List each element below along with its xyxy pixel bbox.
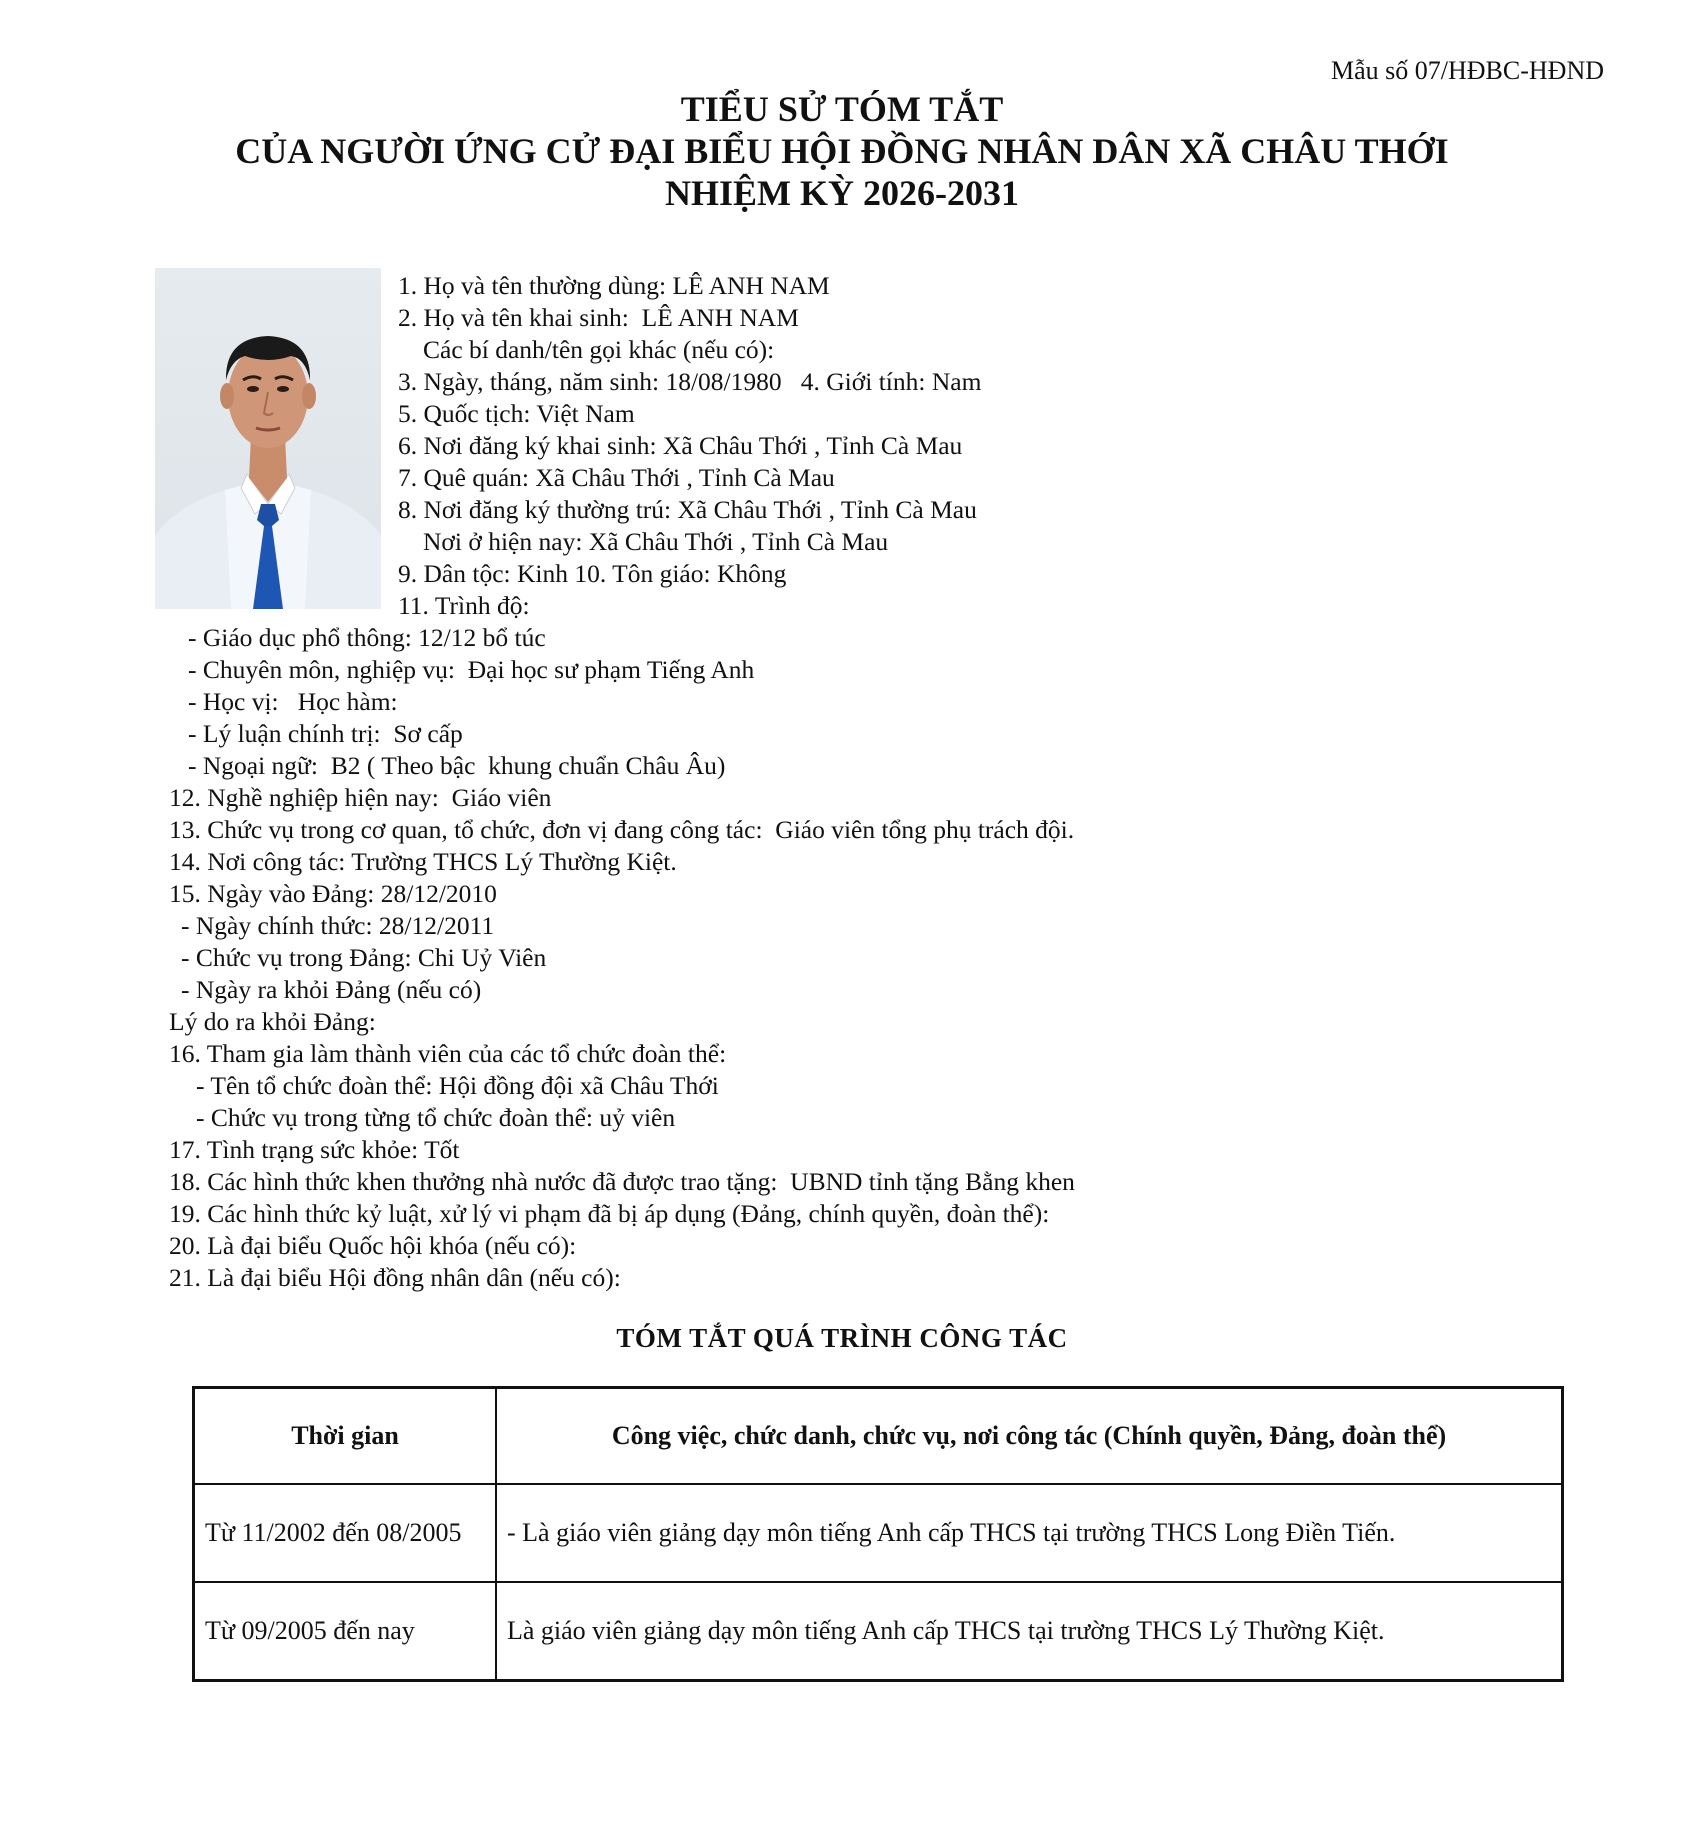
- info-line-2: 2. Họ và tên khai sinh: LÊ ANH NAM: [398, 303, 799, 332]
- title-line-1: TIỂU SỬ TÓM TẮT: [680, 89, 1004, 129]
- info-line-16-role: - Chức vụ trong từng tổ chức đoàn thể: uỷ viên: [196, 1103, 676, 1132]
- info-line-15-leave-date: - Ngày ra khỏi Đảng (nếu có): [181, 975, 482, 1004]
- info-line-21: 21. Là đại biểu Hội đồng nhân dân (nếu có):: [169, 1263, 621, 1292]
- info-line-11-political: - Lý luận chính trị: Sơ cấp: [188, 719, 463, 748]
- cell-description: - Là giáo viên giảng dạy môn tiếng Anh cấp THCS tại trường THCS Long Điền Tiến.: [496, 1484, 1563, 1582]
- info-line-8: 8. Nơi đăng ký thường trú: Xã Châu Thới , Tỉnh Cà Mau: [398, 495, 977, 524]
- info-line-1: 1. Họ và tên thường dùng: LÊ ANH NAM: [398, 271, 830, 300]
- work-history-title: TÓM TẮT QUÁ TRÌNH CÔNG TÁC: [616, 1323, 1068, 1353]
- info-line-2-alias: Các bí danh/tên gọi khác (nếu có):: [423, 335, 775, 364]
- info-line-8-current: Nơi ở hiện nay: Xã Châu Thới , Tỉnh Cà Mau: [423, 527, 889, 556]
- info-line-15-leave-reason: Lý do ra khỏi Đảng:: [169, 1007, 376, 1036]
- info-line-11-degree: - Học vị: Học hàm:: [188, 687, 398, 716]
- info-line-11-general: - Giáo dục phổ thông: 12/12 bổ túc: [188, 623, 546, 652]
- cell-time: Từ 09/2005 đến nay: [194, 1582, 497, 1681]
- info-line-12: 12. Nghề nghiệp hiện nay: Giáo viên: [169, 783, 552, 812]
- header-time: Thời gian: [194, 1388, 497, 1485]
- title-line-2: CỦA NGƯỜI ỨNG CỬ ĐẠI BIỂU HỘI ĐỒNG NHÂN DÂN XÃ CHÂU THỚI: [235, 131, 1449, 171]
- info-line-15: 15. Ngày vào Đảng: 28/12/2010: [169, 879, 497, 908]
- info-line-9: 9. Dân tộc: Kinh 10. Tôn giáo: Không: [398, 559, 787, 588]
- info-line-17: 17. Tình trạng sức khỏe: Tốt: [169, 1135, 460, 1164]
- info-line-16-org: - Tên tổ chức đoàn thể: Hội đồng đội xã Châu Thới: [196, 1071, 719, 1100]
- work-history-table: [192, 1386, 1564, 1682]
- info-line-7: 7. Quê quán: Xã Châu Thới , Tỉnh Cà Mau: [398, 463, 835, 492]
- cell-time: Từ 11/2002 đến 08/2005: [194, 1484, 497, 1582]
- info-line-6: 6. Nơi đăng ký khai sinh: Xã Châu Thới , Tỉnh Cà Mau: [398, 431, 963, 460]
- document-title: [0, 88, 1684, 214]
- info-line-11-language: - Ngoại ngữ: B2 ( Theo bậc khung chuẩn Châu Âu): [188, 751, 726, 780]
- info-line-19: 19. Các hình thức kỷ luật, xử lý vi phạm đã bị áp dụng (Đảng, chính quyền, đoàn thể):: [169, 1199, 1050, 1228]
- table-row: [194, 1484, 1563, 1582]
- info-line-11: 11. Trình độ:: [398, 591, 530, 620]
- info-line-18: 18. Các hình thức khen thưởng nhà nước đã được trao tặng: UBND tỉnh tặng Bằng khen: [169, 1167, 1075, 1196]
- candidate-portrait-photo: [155, 268, 381, 609]
- info-line-14: 14. Nơi công tác: Trường THCS Lý Thường Kiệt.: [169, 847, 677, 876]
- table-header-row: [194, 1388, 1563, 1485]
- info-line-11-specialty: - Chuyên môn, nghiệp vụ: Đại học sư phạm Tiếng Anh: [188, 655, 755, 684]
- cell-description: Là giáo viên giảng dạy môn tiếng Anh cấp THCS tại trường THCS Lý Thường Kiệt.: [496, 1582, 1563, 1681]
- info-line-3: 3. Ngày, tháng, năm sinh: 18/08/1980 4. Giới tính: Nam: [398, 367, 982, 396]
- header-work-description: Công việc, chức danh, chức vụ, nơi công tác (Chính quyền, Đảng, đoàn thể): [496, 1388, 1563, 1485]
- form-code: Mẫu số 07/HĐBC-HĐND: [1331, 56, 1604, 85]
- title-line-3: NHIỆM KỲ 2026-2031: [665, 173, 1019, 213]
- info-line-13: 13. Chức vụ trong cơ quan, tổ chức, đơn vị đang công tác: Giáo viên tổng phụ trách đội.: [169, 815, 1075, 844]
- info-line-5: 5. Quốc tịch: Việt Nam: [398, 399, 635, 428]
- table-row: [194, 1582, 1563, 1681]
- info-line-16: 16. Tham gia làm thành viên của các tổ chức đoàn thể:: [169, 1039, 727, 1068]
- info-line-20: 20. Là đại biểu Quốc hội khóa (nếu có):: [169, 1231, 577, 1260]
- info-line-15-position: - Chức vụ trong Đảng: Chi Uỷ Viên: [181, 943, 547, 972]
- info-line-15-official: - Ngày chính thức: 28/12/2011: [181, 911, 495, 940]
